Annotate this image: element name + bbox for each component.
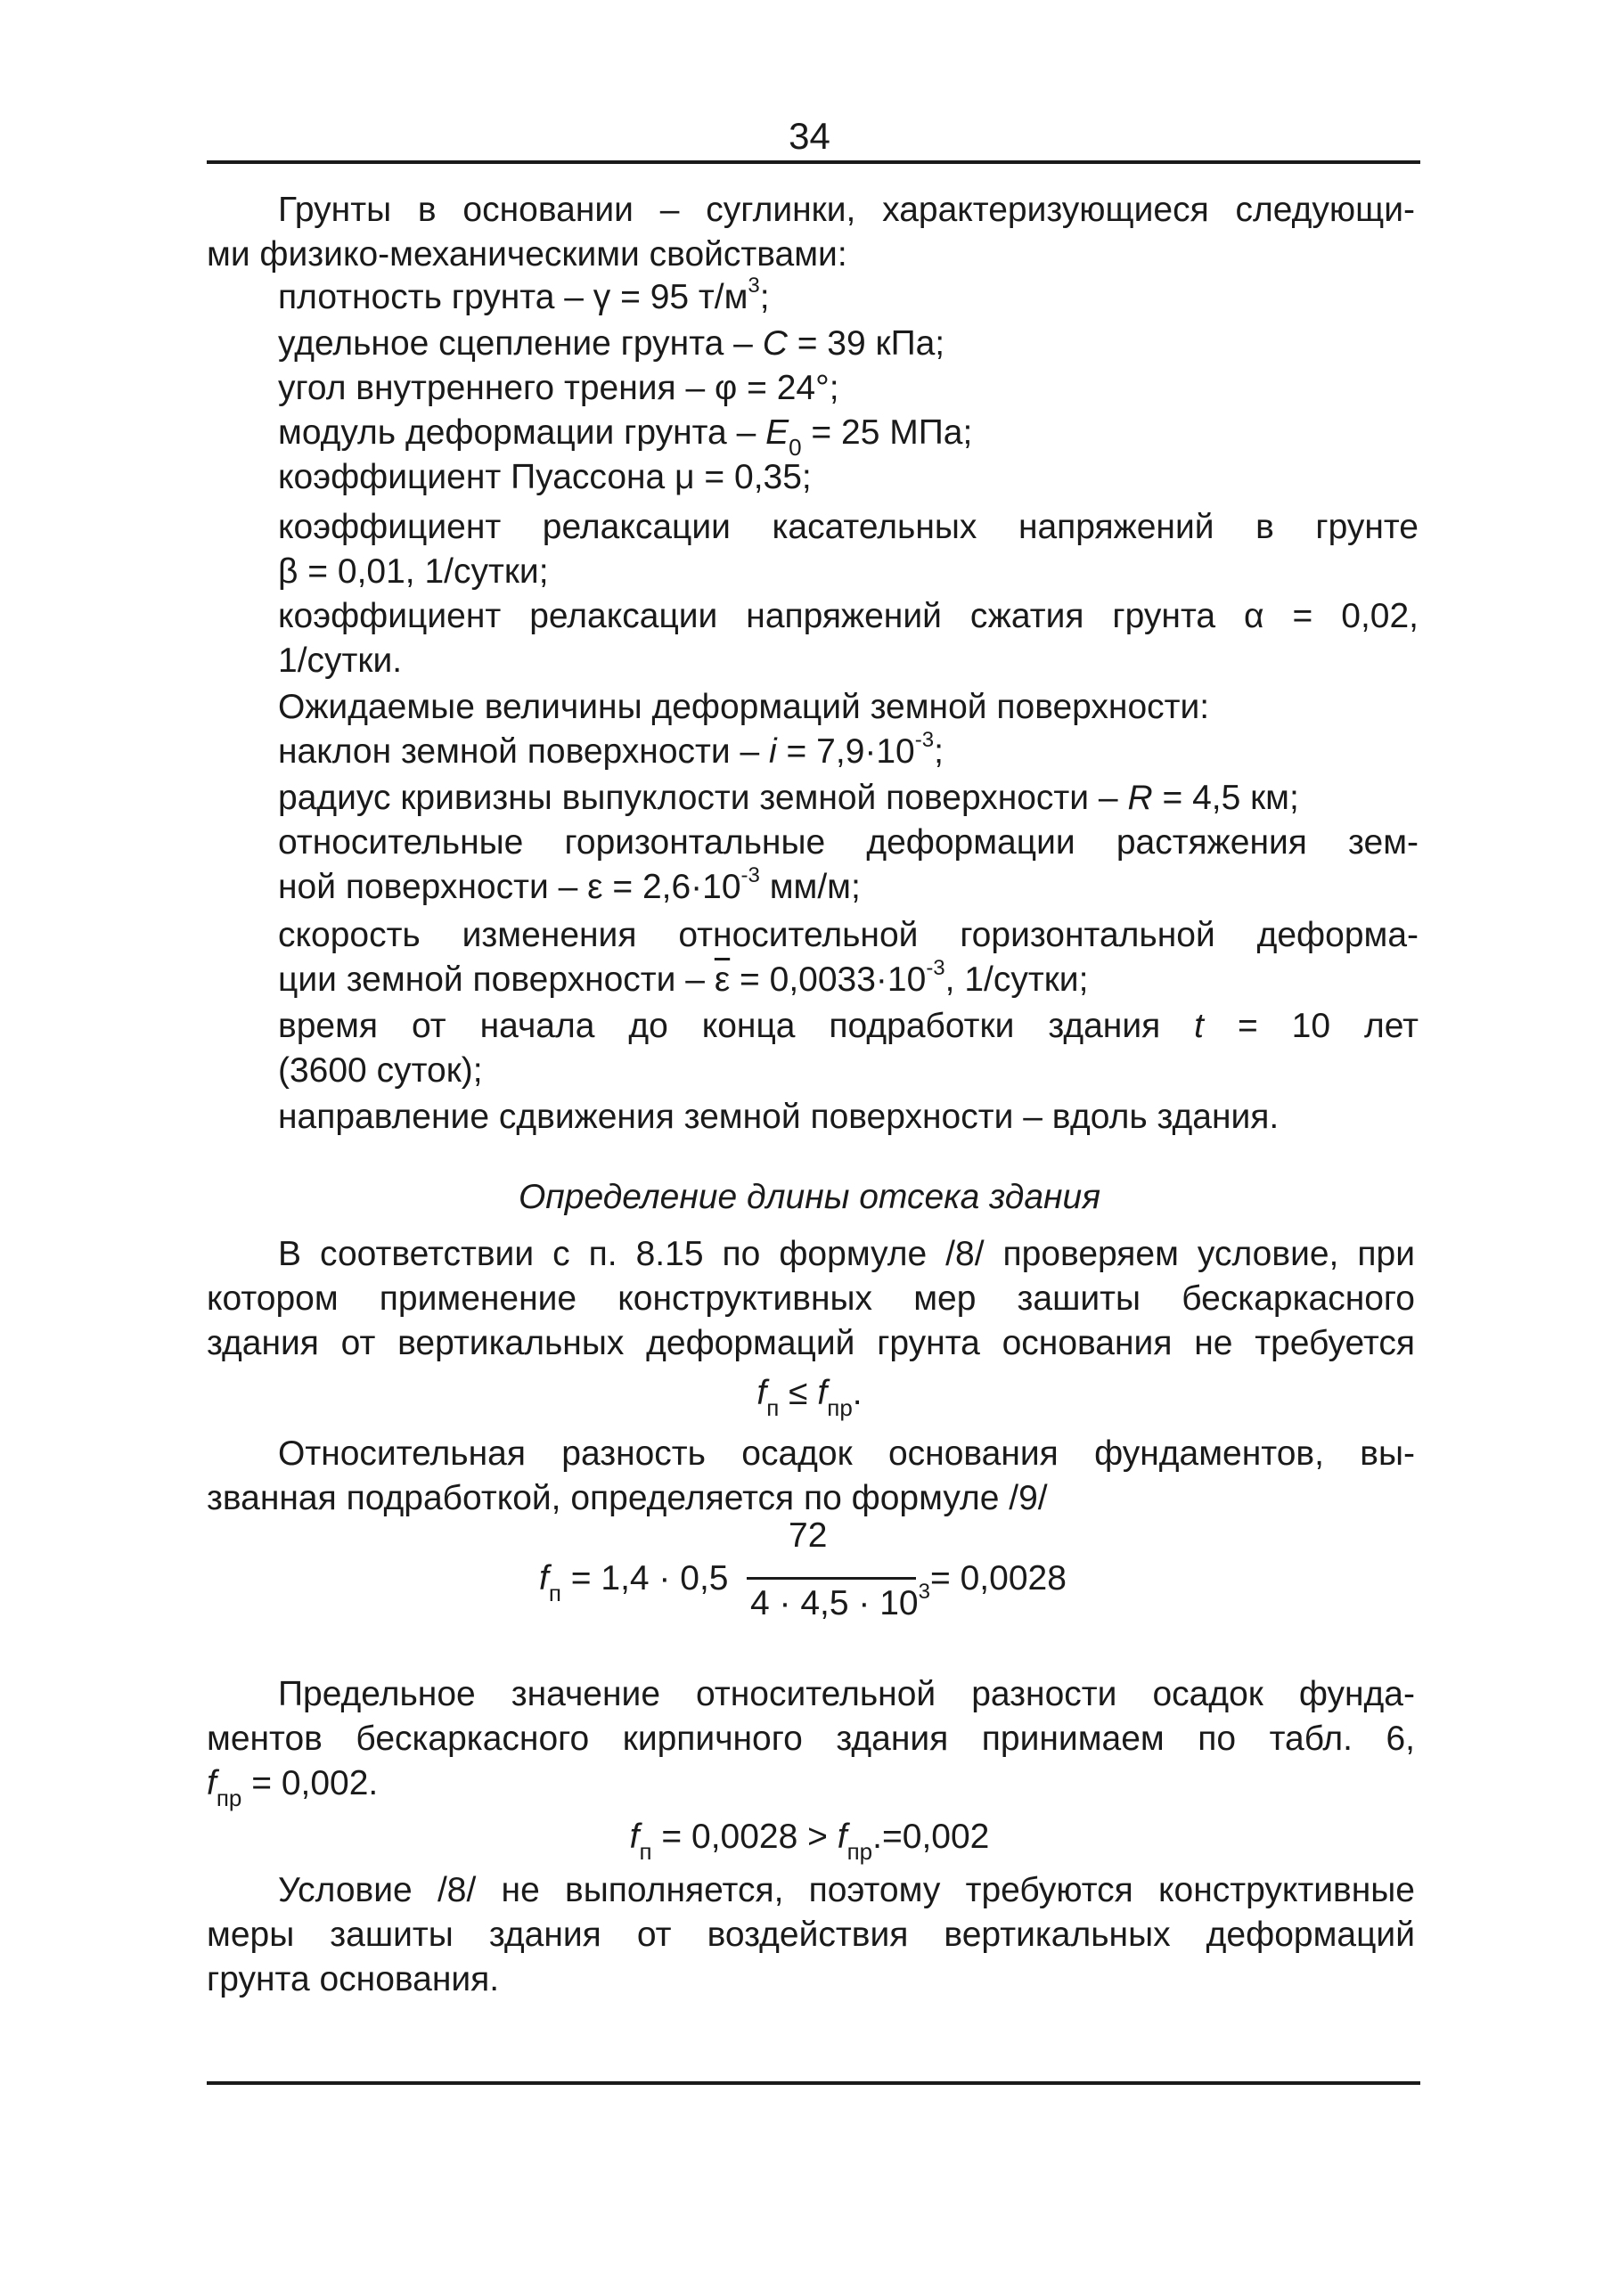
cohesion-value: = 39 кПа; (787, 324, 945, 363)
para4-line-1: Условие /8/ не выполняется, поэтому требуются конструктивные (278, 1871, 1415, 1909)
cond-f-n: f (756, 1374, 767, 1412)
density-exponent: 3 (748, 274, 760, 298)
rate-label: ции земной поверхности – (278, 960, 715, 999)
radius-value: = 4,5 км; (1152, 779, 1299, 817)
density-end: ; (759, 278, 770, 316)
poisson-value: = 0,35; (694, 458, 812, 496)
strain-value: ε = 2,6·10 (587, 868, 741, 906)
deformation-strain-line-1: относительные горизонтальные деформации растяжения зем- (278, 823, 1419, 862)
cmp-sub2: пр (846, 1837, 873, 1865)
modulus-value: = 25 МПа; (801, 413, 973, 452)
rate-value: = 0,0033·10 (730, 960, 927, 999)
para3-line-1: Предельное значение относительной разности осадок фунда- (278, 1675, 1415, 1713)
modulus-symbol: E (765, 413, 789, 452)
intro-line-1: Грунты в основании – суглинки, характеризующиеся следующи- (278, 191, 1415, 229)
formula-result: = 0,0028 (930, 1559, 1067, 1597)
section-title: Определение длины отсека здания (518, 1178, 1101, 1216)
tilt-label: наклон земной поверхности – (278, 732, 770, 771)
deformation-time-line-1 (278, 1005, 1419, 1048)
tilt-exponent: -3 (914, 728, 935, 752)
property-friction (278, 367, 839, 410)
formula-fraction-bar (747, 1577, 916, 1580)
cmp-f2: f (837, 1818, 847, 1856)
para1-line-1: В соответствии с п. 8.15 по формуле /8/ проверяем условие, при (278, 1235, 1415, 1273)
friction-symbol: φ (715, 369, 738, 407)
para2-line-1: Относительная разность осадок основания фундаментов, вы- (278, 1434, 1415, 1473)
top-rule (207, 160, 1420, 164)
radius-label: радиус кривизны выпуклости земной поверхности – (278, 779, 1128, 817)
para1-line-3: здания от вертикальных деформаций грунта основания не требуется (207, 1324, 1415, 1362)
strain-label: ной поверхности – (278, 868, 588, 906)
page-number: 34 (789, 115, 830, 157)
para3-line-3 (207, 1762, 379, 1811)
cond-op: ≤ (779, 1374, 818, 1412)
formula-sub: п (548, 1579, 561, 1606)
para3-sub: пр (216, 1784, 242, 1811)
formula-f: f (539, 1559, 549, 1597)
deformation-radius (278, 777, 1299, 820)
strain-end: мм/м; (759, 868, 861, 906)
time-symbol: t (1194, 1007, 1205, 1045)
cond-f-pr: f (817, 1374, 828, 1412)
rate-end: , 1/сутки; (944, 960, 1089, 999)
para1-line-2: котором применение конструктивных мер зашиты бескаркасного (207, 1279, 1415, 1318)
cohesion-label: удельное сцепление грунта – (278, 324, 763, 363)
formula-den: 4 · 4,5 · 10 (750, 1584, 919, 1622)
intro-line-2: ми физико-механическими свойствами: (207, 235, 847, 274)
deformation-rate-line-2 (278, 956, 1089, 1001)
density-label: плотность грунта – (278, 278, 593, 316)
property-cohesion (278, 323, 944, 365)
formula-denominator (750, 1580, 930, 1623)
property-poisson (278, 456, 812, 499)
deformation-rate-line-1: скорость изменения относительной горизонтальной деформа- (278, 916, 1419, 954)
poisson-label: коэффициент Пуассона (278, 458, 675, 496)
tilt-end: ; (934, 732, 944, 771)
modulus-subscript: 0 (789, 433, 802, 461)
rate-symbol: $\overline{\varepsilon}$ (714, 960, 731, 999)
time-value: = 10 лет (1204, 1007, 1419, 1045)
formula-numerator: 72 (789, 1516, 828, 1555)
density-symbol: γ (593, 278, 611, 316)
formula-coef: = 1,4 · 0,5 (560, 1559, 729, 1597)
formula-lhs (539, 1557, 729, 1606)
para3-line-2: ментов бескаркасного кирпичного здания принимаем по табл. 6, (207, 1720, 1415, 1758)
density-value: = 95 т/м (610, 278, 748, 316)
cmp-end: .=0,002 (872, 1818, 990, 1856)
cmp-sub1: п (639, 1837, 652, 1865)
comparison-formula (0, 1816, 1619, 1865)
bottom-rule (207, 2081, 1420, 2085)
para4-line-2: меры зашиты здания от воздействия вертикальных деформаций (207, 1916, 1415, 1954)
para2-line-2: званная подработкой, определяется по формуле /9/ (207, 1479, 1048, 1517)
property-relax-comp-line-1: коэффициент релаксации напряжений сжатия грунта α = 0,02, (278, 597, 1419, 635)
property-relax-comp-line-2: 1/сутки. (278, 641, 403, 680)
property-density (278, 276, 770, 319)
tilt-symbol: i (769, 732, 777, 771)
cmp-f1: f (629, 1818, 640, 1856)
cond-end: . (852, 1374, 863, 1412)
time-label: время от начала до конца подработки здания (278, 1007, 1195, 1045)
friction-label: угол внутреннего трения – (278, 369, 715, 407)
condition-formula (0, 1372, 1619, 1421)
cmp-mid: = 0,0028 > (651, 1818, 838, 1856)
tilt-value: = 7,9·10 (776, 732, 915, 771)
para3-value: = 0,002. (241, 1764, 379, 1802)
poisson-symbol: μ (675, 458, 695, 496)
friction-value: = 24°; (737, 369, 839, 407)
property-modulus (278, 412, 973, 461)
property-relax-shear-line-1: коэффициент релаксации касательных напряжений в грунте (278, 508, 1419, 546)
rate-exponent: -3 (926, 956, 945, 980)
cond-sub-pr: пр (827, 1393, 853, 1421)
deformation-tilt (278, 728, 944, 773)
para3-f: f (207, 1764, 217, 1802)
cond-sub-n: п (766, 1393, 780, 1421)
deformation-direction: направление сдвижения земной поверхности – вдоль здания. (278, 1098, 1280, 1136)
property-relax-shear-line-2: β = 0,01, 1/сутки; (278, 552, 549, 591)
para4-line-3: грунта основания. (207, 1960, 500, 1998)
deformation-strain-line-2 (278, 863, 861, 909)
deformations-heading: Ожидаемые величины деформаций земной поверхности: (278, 688, 1210, 726)
radius-symbol: R (1127, 779, 1153, 817)
strain-exponent: -3 (740, 863, 760, 887)
cohesion-symbol: C (762, 324, 788, 363)
deformation-time-line-2: (3600 суток); (278, 1051, 483, 1090)
modulus-label: модуль деформации грунта – (278, 413, 766, 452)
formula-den-exp: 3 (918, 1580, 930, 1604)
